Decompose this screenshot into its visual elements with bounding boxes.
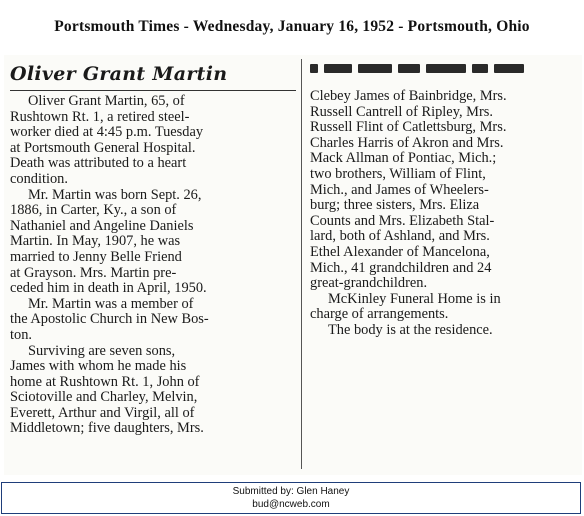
article-text-line: Martin. In May, 1907, he was (10, 233, 181, 250)
article-text-line: great-grandchildren. (310, 275, 428, 292)
submitted-by-text: Submitted by: Glen Haney (232, 486, 350, 497)
column-divider (301, 59, 302, 469)
article-text-line: at Grayson. Mrs. Martin pre- (10, 264, 177, 281)
left-column-text (10, 94, 296, 437)
newspaper-clipping (4, 55, 582, 475)
headline-rule (10, 90, 296, 91)
article-text-line: home at Rushtown Rt. 1, John of (10, 373, 200, 390)
article-text-line: at Portsmouth General Hospital. (10, 139, 196, 156)
article-text-line: Clebey James of Bainbridge, Mrs. (310, 88, 507, 104)
article-text-line: Mich., and James of Wheelers- (310, 181, 489, 198)
article-text-line: Charles Harris of Akron and Mrs. (310, 134, 504, 151)
article-text-line: 1886, in Carter, Ky., a son of (10, 202, 177, 219)
article-text-line: two brothers, William of Flint, (310, 165, 486, 182)
article-text-line: lard, both of Ashland, and Mrs. (310, 228, 490, 245)
article-text-line: Mr. Martin was born Sept. 26, (28, 186, 202, 203)
article-text-line: condition. (10, 170, 68, 187)
article-text-line: charge of arrangements. (310, 306, 449, 323)
article-column-left (10, 63, 296, 437)
article-text-line: Russell Cantrell of Ripley, Mrs. (310, 103, 493, 120)
article-text-line: ceded him in death in April, 1950. (10, 280, 207, 297)
article-text-line: McKinley Funeral Home is in (328, 290, 501, 307)
right-column-text (310, 89, 580, 339)
cut-off-text-fragment (310, 61, 570, 75)
article-text-line: the Apostolic Church in New Bos- (10, 311, 209, 328)
article-text-line: Mr. Martin was a member of (28, 295, 194, 312)
article-text-line: James with whom he made his (10, 358, 187, 375)
article-text-line: Mich., 41 grandchildren and 24 (310, 259, 492, 276)
article-column-right (310, 89, 580, 339)
article-text-line: ton. (10, 326, 32, 343)
article-text-line: Mack Allman of Pontiac, Mich.; (310, 150, 497, 167)
article-text-line: Death was attributed to a heart (10, 155, 187, 172)
article-text-line: Counts and Mrs. Elizabeth Stal- (310, 212, 495, 229)
article-text-line: burg; three sisters, Mrs. Eliza (310, 197, 480, 214)
article-text-line: Middletown; five daughters, Mrs. (10, 420, 204, 437)
article-text-line: Surviving are seven sons, (28, 342, 176, 359)
obituary-headline: Oliver Grant Martin (10, 63, 228, 85)
masthead: Portsmouth Times - Wednesday, January 16, 1952 - Portsmouth, Ohio (54, 18, 530, 35)
article-text-line: Rushtown Rt. 1, a retired steel- (10, 108, 190, 125)
article-text-line: married to Jenny Belle Friend (10, 248, 182, 265)
article-text-line: worker died at 4:45 p.m. Tuesday (10, 124, 204, 141)
article-text-line: Ethel Alexander of Mancelona, (310, 243, 490, 260)
submitter-email-text: bud@ncweb.com (252, 499, 330, 510)
submission-footer (1, 482, 581, 514)
article-text-line: Oliver Grant Martin, 65, of (28, 93, 185, 109)
article-text-line: Nathaniel and Angeline Daniels (10, 217, 194, 234)
article-text-line: Everett, Arthur and Virgil, all of (10, 404, 195, 421)
article-text-line: The body is at the residence. (328, 321, 493, 338)
article-text-line: Sciotoville and Charley, Melvin, (10, 389, 198, 406)
article-text-line: Russell Flint of Catlettsburg, Mrs. (310, 119, 507, 136)
